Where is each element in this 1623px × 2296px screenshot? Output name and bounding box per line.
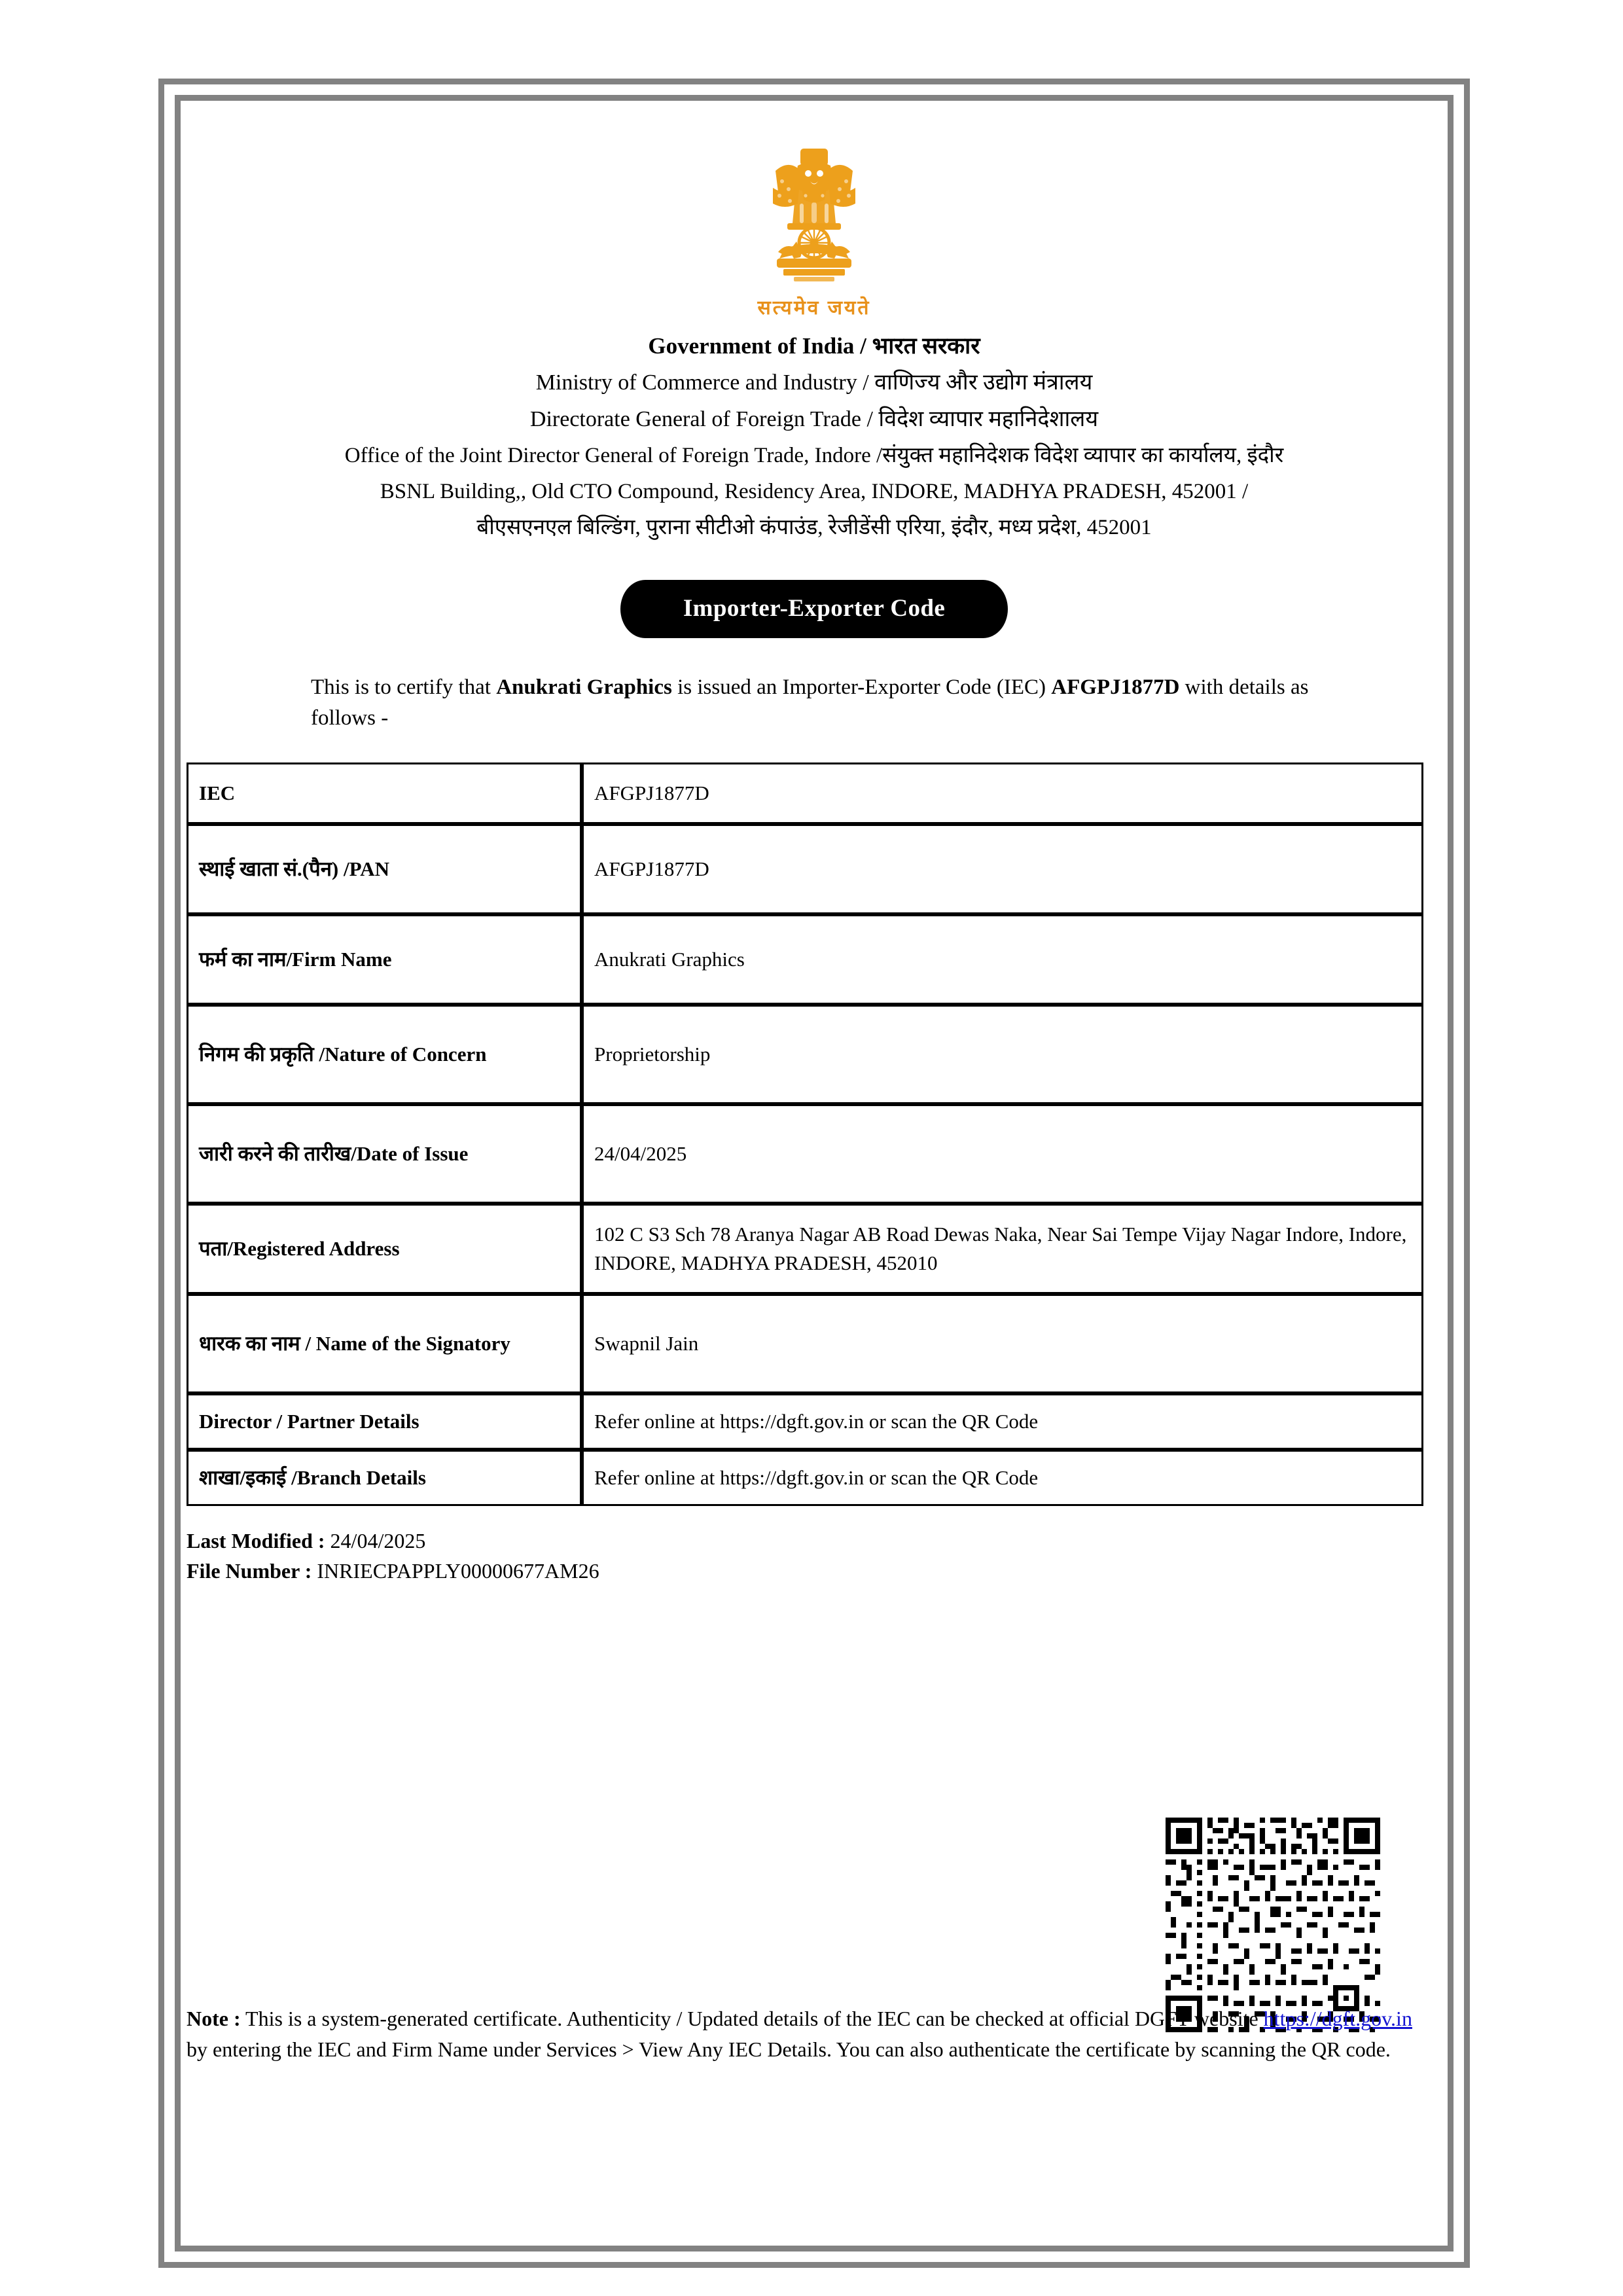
last-modified-line xyxy=(187,1526,1442,1556)
header-block xyxy=(187,320,1442,546)
table-row xyxy=(187,762,1423,824)
row-value-date-of-issue: 24/04/2025 xyxy=(582,1104,1423,1204)
row-value-firm-name: Anukrati Graphics xyxy=(582,914,1423,1005)
note-label: Note : xyxy=(187,2007,241,2030)
table-row xyxy=(187,824,1423,914)
file-number-value: INRIECPAPPLY00000677AM26 xyxy=(317,1558,599,1583)
header-government-of-india: Government of India / भारत सरकार xyxy=(648,333,980,359)
emblem-block xyxy=(187,107,1442,320)
certify-iec: AFGPJ1877D xyxy=(1051,675,1180,699)
row-label-nature-of-concern: निगम की प्रकृति /Nature of Concern xyxy=(187,1005,582,1104)
row-value-director-partner: Refer online at https://dgft.gov.in or scan the QR Code xyxy=(582,1393,1423,1450)
row-label-registered-address: पता/Registered Address xyxy=(187,1204,582,1294)
row-value-pan: AFGPJ1877D xyxy=(582,824,1423,914)
table-row xyxy=(187,1294,1423,1393)
note-part2: by entering the IEC and Firm Name under Services > View Any IEC Details. You can also authenticate the certificate by scanning the QR code. xyxy=(187,2037,1391,2062)
row-value-nature-of-concern: Proprietorship xyxy=(582,1005,1423,1104)
qr-code[interactable] xyxy=(1166,1818,1380,2032)
header-address-en: BSNL Building,, Old CTO Compound, Residency Area, INDORE, MADHYA PRADESH, 452001 / xyxy=(380,480,1249,503)
header-address-hi: बीएसएनएल बिल्डिंग, पुराना सीटीओ कंपाउंड, रेजीडेंसी एरिया, इंदौर, मध्य प्रदेश, 452001 xyxy=(476,516,1152,539)
row-label-branch-details: शाखा/इकाई /Branch Details xyxy=(187,1450,582,1506)
note-part1: This is a system-generated certificate. Authenticity / Updated details of the IEC can be checked at official DGFT website xyxy=(240,2007,1264,2030)
row-label-date-of-issue: जारी करने की तारीख/Date of Issue xyxy=(187,1104,582,1204)
ashoka-lion-capital-emblem-icon xyxy=(745,130,883,294)
table-row xyxy=(187,1393,1423,1450)
row-value-branch-details: Refer online at https://dgft.gov.in or scan the QR Code xyxy=(582,1450,1423,1506)
certificate-content xyxy=(187,107,1442,2240)
table-row xyxy=(187,1450,1423,1506)
header-office: Office of the Joint Director General of Foreign Trade, Indore /संयुक्त महानिदेशक विदेश व्यापार का कार्यालय, इंदौर xyxy=(344,444,1284,467)
importer-exporter-code-badge: Importer-Exporter Code xyxy=(620,580,1008,638)
row-value-registered-address: 102 C S3 Sch 78 Aranya Nagar AB Road Dewas Naka, Near Sai Tempe Vijay Nagar Indore, Indore, INDORE, MADHYA PRADESH, 452010 xyxy=(582,1204,1423,1294)
dgft-website-link[interactable]: https://dgft.gov.in xyxy=(1263,2007,1412,2030)
row-label-firm-name: फर्म का नाम/Firm Name xyxy=(187,914,582,1005)
file-number-label: File Number : xyxy=(187,1558,312,1583)
certify-suffix: with details as follows - xyxy=(311,675,1309,730)
row-value-signatory: Swapnil Jain xyxy=(582,1294,1423,1393)
last-modified-label: Last Modified : xyxy=(187,1528,325,1552)
iec-details-table xyxy=(187,762,1423,1506)
note-block xyxy=(187,2003,1423,2065)
row-label-signatory: धारक का नाम / Name of the Signatory xyxy=(187,1294,582,1393)
emblem-motto: सत्यमेव जयते xyxy=(757,297,871,319)
row-label-iec: IEC xyxy=(187,762,582,824)
certify-firm-name: Anukrati Graphics xyxy=(496,675,672,699)
row-label-director-partner: Director / Partner Details xyxy=(187,1393,582,1450)
meta-block xyxy=(187,1526,1442,1586)
table-row xyxy=(187,1104,1423,1204)
table-row xyxy=(187,914,1423,1005)
certify-middle: is issued an Importer-Exporter Code (IEC) xyxy=(671,675,1052,699)
certify-statement xyxy=(187,672,1442,734)
table-row xyxy=(187,1204,1423,1294)
header-ministry: Ministry of Commerce and Industry / वाणिज्य और उद्योग मंत्रालय xyxy=(535,370,1093,395)
row-value-iec: AFGPJ1877D xyxy=(582,762,1423,824)
badge-row xyxy=(187,580,1442,638)
header-directorate: Directorate General of Foreign Trade / विदेश व्यापार महानिदेशालय xyxy=(529,407,1099,431)
last-modified-value: 24/04/2025 xyxy=(330,1528,426,1552)
row-label-pan: स्थाई खाता सं.(पैन) /PAN xyxy=(187,824,582,914)
file-number-line xyxy=(187,1556,1442,1586)
table-row xyxy=(187,1005,1423,1104)
certify-prefix: This is to certify that xyxy=(311,675,497,699)
